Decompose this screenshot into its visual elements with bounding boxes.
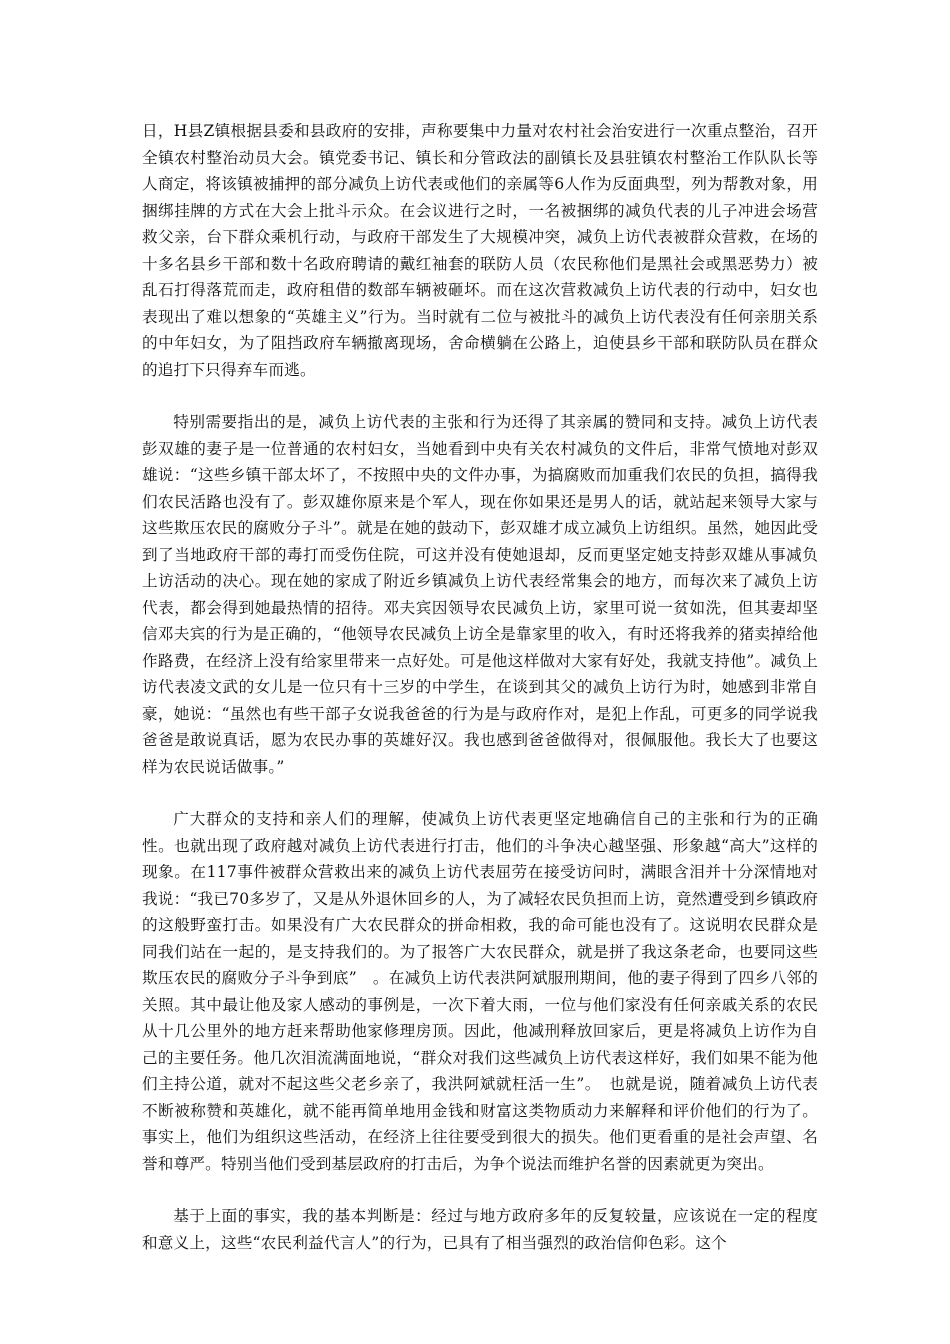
paragraph-3: 广大群众的支持和亲人们的理解，使减负上访代表更坚定地确信自己的主张和行为的正确性。也就出现了政府越对减负上访代表进行打击，他们的斗争决心越坚强、形象越“高大”这样的现象。在117事件被群众营救出来的减负上访代表屈劳在接受访问时，满眼含泪并十分深情地对我说：“我已70多岁了，又是从外退休回乡的人，为了减轻农民负担而上访，竟然遭受到乡镇政府的这般野蛮打击。如果没有广大农民群众的拼命相救，我的命可能也没有了。这说明农民群众是同我们站在一起的，是支持我们的。为了报答广大农民群众，就是拼了我这条老命，也要同这些欺压农民的腐败分子斗争到底” 。在减负上访代表洪阿斌服刑期间，他的妻子得到了四乡八邻的关照。其中最让他及家人感动的事例是，一次下着大雨，一位与他们家没有任何亲戚关系的农民从十几公里外的地方赶来帮助他家修理房顶。因此，他减刑释放回家后，更是将减负上访作为自己的主要任务。他几次泪流满面地说，“群众对我们这些减负上访代表这样好，我们如果不能为他们主持公道，就对不起这些父老乡亲了，我洪阿斌就枉活一生”。 也就是说，随着减负上访代表不断被称赞和英雄化，就不能再简单地用金钱和财富这类物质动力来解释和评价他们的行为了。事实上，他们为组织这些活动，在经济上往往要受到很大的损失。他们更看重的是社会声望、名誉和尊严。特别当他们受到基层政府的打击后，为争个说法而维护名誉的因素就更为突出。 — [142, 810, 818, 1173]
paragraph-4: 基于上面的事实，我的基本判断是：经过与地方政府多年的反复较量，应该说在一定的程度和意义上，这些“农民利益代言人”的行为，已具有了相当强烈的政治信仰色彩。这个 — [142, 1207, 818, 1252]
paragraph-2: 特别需要指出的是，减负上访代表的主张和行为还得了其亲属的赞同和支持。减负上访代表彭双雄的妻子是一位普通的农村妇女，当她看到中央有关农村减负的文件后，非常气愤地对彭双雄说：“这些乡镇干部太坏了，不按照中央的文件办事，为搞腐败而加重我们农民的负担，搞得我们农民活路也没有了。彭双雄你原来是个军人，现在你如果还是男人的话，就站起来领导大家与这些欺压农民的腐败分子斗”。就是在她的鼓动下，彭双雄才成立减负上访组织。虽然，她因此受到了当地政府干部的毒打而受伤住院，可这并没有使她退却，反而更坚定她支持彭双雄从事减负上访活动的决心。现在她的家成了附近乡镇减负上访代表经常集会的地方，而每次来了减负上访代表，都会得到她最热情的招待。邓夫宾因领导农民减负上访，家里可说一贫如洗，但其妻却坚信邓夫宾的行为是正确的，“他领导农民减负上访全是靠家里的收入，有时还将我养的猪卖掉给他作路费，在经济上没有给家里带来一点好处。可是他这样做对大家有好处，我就支持他”。减负上访代表凌文武的女儿是一位只有十三岁的中学生，在谈到其父的减负上访行为时，她感到非常自豪，她说：“虽然也有些干部子女说我爸爸的行为是与政府作对，是犯上作乱，可更多的同学说我爸爸是敢说真话，愿为农民办事的英雄好汉。我也感到爸爸做得对，很佩服他。我长大了也要这样为农民说话做事。” — [142, 413, 818, 776]
paragraph-1: 日，H县Z镇根据县委和县政府的安排，声称要集中力量对农村社会治安进行一次重点整治，召开全镇农村整治动员大会。镇党委书记、镇长和分管政法的副镇长及县驻镇农村整治工作队队长等人商定，将该镇被捕押的部分减负上访代表或他们的亲属等6人作为反面典型，列为帮教对象，用捆绑挂牌的方式在大会上批斗示众。在会议进行之时，一名被捆绑的减负代表的儿子冲进会场营救父亲，台下群众乘机行动，与政府干部发生了大规模冲突，减负上访代表被群众营救，在场的十多名县乡干部和数十名政府聘请的戴红袖套的联防人员（农民称他们是黑社会或黑恶势力）被乱石打得落荒而走，政府租借的数部车辆被砸坏。而在这次营救减负上访代表的行动中，妇女也表现出了难以想象的“英雄主义”行为。当时就有二位与被批斗的减负上访代表没有任何亲朋关系的中年妇女，为了阻挡政府车辆撤离现场，舍命横躺在公路上，迫使县乡干部和联防队员在群众的追打下只得弃车而逃。 — [142, 122, 818, 379]
document-body — [142, 118, 818, 1282]
